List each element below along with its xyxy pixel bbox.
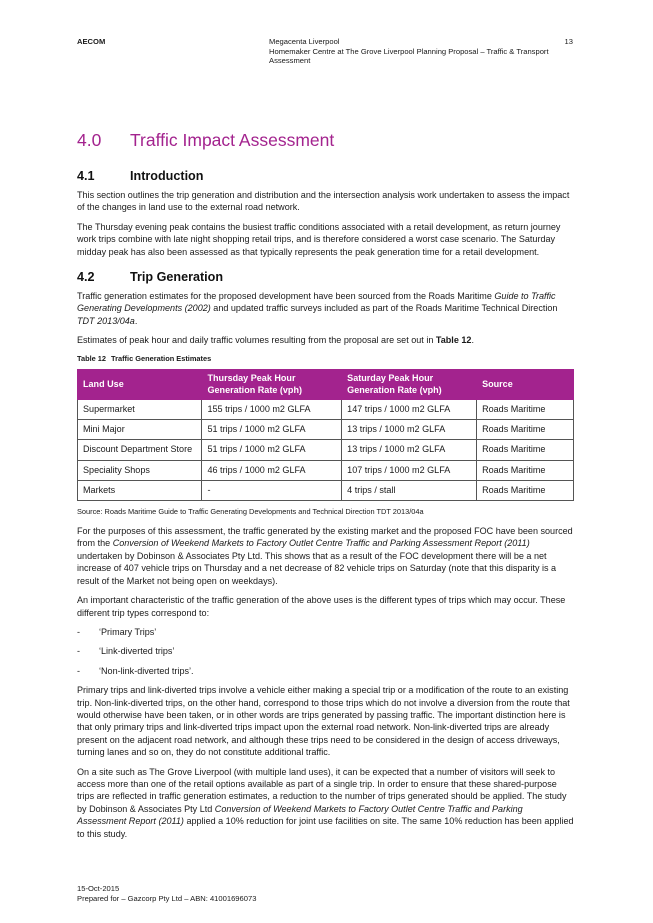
footer-date: 15-Oct-2015 — [77, 884, 120, 893]
text-run: applied a 10% reduction for joint use facilities on site. The same 10% reduction has been applied to this study. — [77, 816, 574, 839]
table-row — [78, 480, 574, 500]
table-cell: Speciality Shops — [78, 460, 202, 480]
text-run: undertaken by Dobinson & Associates Pty Ltd. This shows that as a result of the FOC development there will be a net increase of 407 vehicle trips on Thursday and a net decrease of 82 vehicle trips on Saturday (note that this disparity is a result of the Market not being open on weekdays). — [77, 550, 557, 586]
list-item-text: ‘Link-diverted trips’ — [99, 646, 175, 657]
subsection-heading-intro — [77, 169, 574, 183]
list-item — [77, 626, 574, 638]
dash-bullet: - — [77, 646, 81, 657]
table-cell: Supermarket — [78, 400, 202, 420]
table-cell: 51 trips / 1000 m2 GLFA — [202, 420, 342, 440]
header-company: AECOM — [77, 37, 106, 46]
table-cell: 46 trips / 1000 m2 GLFA — [202, 460, 342, 480]
table-header-cell: Saturday Peak Hour Generation Rate (vph) — [342, 369, 477, 399]
table-cell: - — [202, 480, 342, 500]
subsection-title: Introduction — [130, 169, 204, 183]
table-cell: Markets — [78, 480, 202, 500]
dash-bullet: - — [77, 665, 81, 676]
table-header-row — [78, 369, 574, 399]
table-row — [78, 420, 574, 440]
table-label: Table 12 — [77, 353, 107, 363]
list-item — [77, 665, 574, 677]
dash-bullet: - — [77, 626, 81, 637]
list-item-text: ‘Non-link-diverted trips’. — [99, 665, 194, 676]
text-run: On a site such as The Grove Liverpool (with multiple land uses), it can be expected that a number of visitors will seek to access more than one of the retail options available as part of a single trip. In order to ensure that these shared-purpose trips are reflected in traffic generation estimates, a reduction to the number of trips generated should be applied. The study by Dobinson & Associates Pty Ltd — [77, 766, 567, 814]
intro-paragraph-1: This section outlines the trip generation and distribution and the intersection analysis work undertaken to assess the impact of the changes in land use to the external road network. — [77, 190, 570, 213]
primary-trips-paragraph: Primary trips and link-diverted trips involve a vehicle either making a special trip or a modification of the route to an existing trip. Non-link-diverted trips, on the other hand, correspond to those trips which do not involve a diversion from the route that would otherwise have been taken, or in other words are trips generated by passing traffic. The important distinction here is that only primary trips and link-diverted trips impact upon the external road network. Non-link-diverted trips are already present on the adjacent road network, and although these trips need to be considered in the design of access driveways, turning lanes and so on, they do not constitute additional traffic. — [77, 685, 570, 758]
header-project-subtitle: Homemaker Centre at The Grove Liverpool Planning Proposal – Traffic & Transport Assessment — [269, 46, 549, 66]
table-row — [78, 460, 574, 480]
text-run: . — [471, 335, 474, 346]
table-cell: 155 trips / 1000 m2 GLFA — [202, 400, 342, 420]
table-cell: 13 trips / 1000 m2 GLFA — [342, 440, 477, 460]
table-cell: Roads Maritime — [477, 400, 574, 420]
list-item — [77, 645, 574, 657]
section-heading — [77, 130, 574, 152]
subsection-number: 4.1 — [77, 169, 95, 183]
table-cell: Roads Maritime — [477, 480, 574, 500]
table-cell: 107 trips / 1000 m2 GLFA — [342, 460, 477, 480]
table-row — [78, 400, 574, 420]
table-caption — [77, 354, 574, 363]
table-cell: 13 trips / 1000 m2 GLFA — [342, 420, 477, 440]
trip-generation-paragraph-2 — [77, 334, 574, 346]
trip-types-paragraph: An important characteristic of the traffic generation of the above uses is the different types of trips which may occur. These different trip types correspond to: — [77, 595, 566, 618]
text-run-italic: TDT 2013/04a — [77, 315, 135, 326]
subsection-number: 4.2 — [77, 270, 95, 285]
table-cell: Roads Maritime — [477, 460, 574, 480]
list-item-text: ‘Primary Trips’ — [99, 626, 157, 637]
table-caption-text: Traffic Generation Estimates — [111, 353, 212, 363]
table-header-cell: Source — [477, 369, 574, 399]
table-reference: Table 12 — [435, 335, 472, 346]
header-project — [269, 37, 549, 66]
text-run-italic: Conversion of Weekend Markets to Factory Outlet Centre Traffic and Parking Assessment Report (2011) — [112, 538, 530, 549]
table-header-cell: Thursday Peak Hour Generation Rate (vph) — [202, 369, 342, 399]
page-content — [77, 130, 574, 847]
text-run-italic: Conversion of Weekend Markets to Factory Outlet Centre Traffic and Parking Assessment Report (2011) — [77, 803, 523, 827]
traffic-generation-table — [77, 369, 574, 501]
table-cell: Discount Department Store — [78, 440, 202, 460]
table-row — [78, 440, 574, 460]
foc-paragraph — [77, 525, 574, 587]
trip-types-list — [77, 626, 574, 677]
trip-generation-paragraph-1 — [77, 290, 574, 327]
subsection-title: Trip Generation — [130, 270, 224, 285]
text-run: For the purposes of this assessment, the traffic generated by the existing market and the proposed FOC have been sourced from the — [77, 526, 573, 549]
subsection-heading-trip-generation — [77, 270, 574, 284]
section-number: 4.0 — [77, 130, 102, 150]
text-run: Traffic generation estimates for the proposed development have been sourced from the Roads Maritime — [77, 291, 495, 302]
table-cell: 147 trips / 1000 m2 GLFA — [342, 400, 477, 420]
table-cell: Roads Maritime — [477, 440, 574, 460]
table-cell: Roads Maritime — [477, 420, 574, 440]
table-cell: 51 trips / 1000 m2 GLFA — [202, 440, 342, 460]
shared-purpose-paragraph — [77, 766, 574, 840]
intro-paragraph-2: The Thursday evening peak contains the busiest traffic conditions associated with a retail development, as return journey work trips combine with late night shopping retail trips, and is therefore considered a worst case scenario. The Saturday midday peak has also been assessed as that typically represents the peak generation time for a retail development. — [77, 221, 561, 257]
page-number: 13 — [564, 37, 573, 46]
text-run: . — [134, 315, 138, 326]
page-footer — [77, 884, 256, 904]
table-cell: 4 trips / stall — [342, 480, 477, 500]
footer-prepared-for: Prepared for – Gazcorp Pty Ltd – ABN: 41001696073 — [77, 893, 257, 903]
text-run: Estimates of peak hour and daily traffic volumes resulting from the proposal are set out in — [77, 335, 436, 346]
text-run: and updated traffic surveys included as part of the Roads Maritime Technical Direction — [210, 303, 558, 314]
table-cell: Mini Major — [78, 420, 202, 440]
section-title: Traffic Impact Assessment — [130, 130, 335, 150]
text-run-italic: Guide to Traffic Generating Developments (2002) — [77, 291, 556, 314]
table-source-note: Source: Roads Maritime Guide to Traffic Generating Developments and Technical Direction TDT 2013/04a — [77, 507, 424, 517]
header-project-name: Megacenta Liverpool — [269, 37, 340, 46]
table-header-cell: Land Use — [78, 369, 202, 399]
